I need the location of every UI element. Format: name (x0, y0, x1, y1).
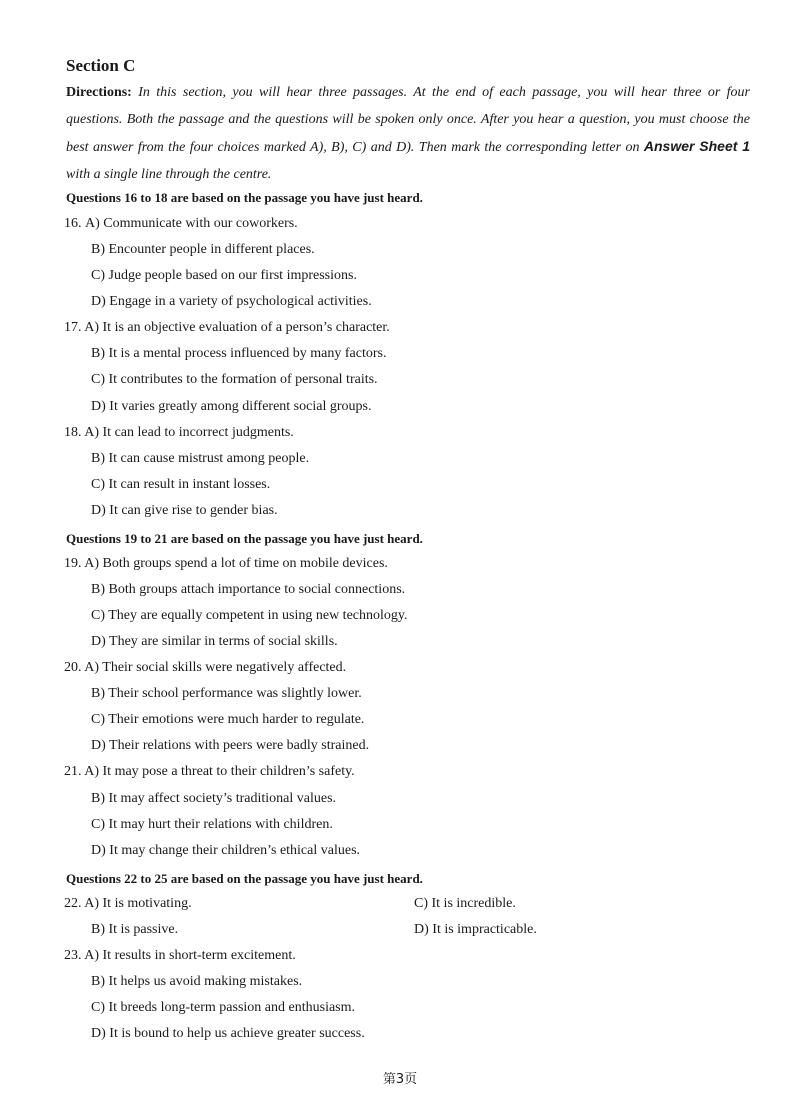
option-letter: A) (85, 216, 100, 231)
option-letter: D) (414, 922, 429, 937)
option-letter: D) (91, 1026, 106, 1041)
option-text: It helps us avoid making mistakes. (108, 974, 303, 989)
option-text: It is incredible. (431, 896, 516, 911)
question-17 (64, 320, 390, 336)
option-line (91, 242, 315, 258)
question-number: 21. (64, 764, 82, 779)
option-line (91, 582, 405, 598)
question-18 (64, 425, 294, 441)
option-letter: B) (91, 974, 105, 989)
option-text: It is impracticable. (432, 922, 537, 937)
option-letter: B) (91, 346, 105, 361)
option-letter: D) (91, 399, 106, 414)
option-text: It varies greatly among different social groups. (109, 399, 372, 414)
option-letter: D) (91, 294, 106, 309)
question-19 (64, 556, 388, 572)
option-letter: A) (84, 764, 100, 779)
option-letter: D) (91, 738, 106, 753)
option-text: They are equally competent in using new technology. (108, 608, 408, 623)
group-header: Questions 19 to 21 are based on the passage you have just heard. (66, 531, 423, 546)
question-number: 16. (64, 216, 82, 231)
option-letter: A) (84, 320, 100, 335)
question-20 (64, 660, 346, 676)
option-line (414, 896, 516, 912)
option-text: It is bound to help us achieve greater success. (109, 1026, 365, 1041)
answer-sheet-label: Answer Sheet 1 (643, 138, 750, 154)
option-text: It is an objective evaluation of a person’s character. (102, 320, 390, 335)
question-number: 23. (64, 948, 82, 963)
option-letter: B) (91, 686, 105, 701)
option-line (91, 974, 302, 990)
option-line (91, 922, 178, 938)
option-text: It may pose a threat to their children’s safety. (102, 764, 355, 779)
question-16 (64, 216, 298, 232)
option-text: Their relations with peers were badly strained. (109, 738, 370, 753)
group-header: Questions 22 to 25 are based on the passage you have just heard. (66, 871, 423, 886)
option-text: It results in short-term excitement. (102, 948, 296, 963)
question-number: 20. (64, 660, 82, 675)
option-line (91, 372, 378, 388)
option-text: It breeds long-term passion and enthusiasm. (108, 1000, 356, 1015)
option-text: Their social skills were negatively affected. (102, 660, 347, 675)
question-22 (64, 896, 192, 912)
option-line (91, 268, 357, 284)
option-line (91, 712, 364, 728)
option-line (91, 608, 407, 624)
option-text: Both groups spend a lot of time on mobile devices. (102, 556, 388, 571)
option-letter: C) (91, 477, 105, 492)
option-text: They are similar in terms of social skills. (109, 634, 338, 649)
option-line (91, 399, 371, 415)
option-line (91, 346, 386, 362)
option-text: Judge people based on our first impressions. (108, 268, 357, 283)
option-line (91, 843, 360, 859)
question-number: 19. (64, 556, 82, 571)
question-21 (64, 764, 355, 780)
directions-paragraph (66, 80, 750, 188)
option-text: Communicate with our coworkers. (103, 216, 298, 231)
option-text: It may change their children’s ethical values. (109, 843, 361, 858)
option-text: It can lead to incorrect judgments. (102, 425, 294, 440)
option-text: Their emotions were much harder to regulate. (108, 712, 365, 727)
option-line (91, 738, 369, 754)
option-letter: D) (91, 634, 106, 649)
option-line (414, 922, 537, 938)
option-letter: A) (84, 660, 100, 675)
section-title: Section C (66, 56, 136, 75)
option-line (91, 477, 270, 493)
option-letter: C) (91, 817, 105, 832)
question-23 (64, 948, 296, 964)
option-letter: B) (91, 451, 105, 466)
option-line (91, 817, 333, 833)
option-text: It contributes to the formation of personal traits. (108, 372, 378, 387)
option-text: It is passive. (108, 922, 179, 937)
option-line (91, 686, 362, 702)
option-line (91, 451, 309, 467)
option-letter: B) (91, 582, 105, 597)
option-letter: A) (84, 948, 100, 963)
option-letter: A) (84, 425, 100, 440)
option-text: Both groups attach importance to social connections. (108, 582, 406, 597)
option-letter: C) (91, 608, 105, 623)
question-number: 22. (64, 896, 82, 911)
option-line (91, 294, 372, 310)
option-letter: A) (84, 896, 100, 911)
option-text: Engage in a variety of psychological activities. (109, 294, 372, 309)
option-text: It may hurt their relations with children. (108, 817, 333, 832)
option-line (91, 1026, 365, 1042)
directions-lead: Directions: (66, 85, 132, 100)
question-number: 17. (64, 320, 82, 335)
group-header: Questions 16 to 18 are based on the passage you have just heard. (66, 190, 423, 205)
option-line (91, 634, 338, 650)
option-text: It is motivating. (102, 896, 192, 911)
option-text: It can cause mistrust among people. (108, 451, 310, 466)
option-letter: C) (414, 896, 428, 911)
option-letter: A) (84, 556, 100, 571)
option-line (91, 503, 278, 519)
directions-text: In this section, you will hear three passages. At the end of each passage, you will hear three or four questions. Both the passage and the questions will be spoken only once. After you hear a question, you must choose the best answer from the four choices marked A), B), C) and D). Then mark the corresponding letter on (66, 85, 750, 155)
option-letter: C) (91, 712, 105, 727)
option-text: Their school performance was slightly lower. (108, 686, 362, 701)
option-text: It can result in instant losses. (108, 477, 271, 492)
directions-text-end: with a single line through the centre. (66, 166, 272, 182)
option-letter: D) (91, 503, 106, 518)
option-letter: B) (91, 791, 105, 806)
option-letter: C) (91, 1000, 105, 1015)
option-line (91, 791, 336, 807)
option-text: Encounter people in different places. (108, 242, 315, 257)
option-text: It is a mental process influenced by many factors. (108, 346, 387, 361)
option-letter: B) (91, 242, 105, 257)
option-letter: B) (91, 922, 105, 937)
option-letter: D) (91, 843, 106, 858)
option-text: It may affect society’s traditional values. (108, 791, 337, 806)
page-number: 第3页 (382, 1072, 418, 1087)
question-number: 18. (64, 425, 82, 440)
option-line (91, 1000, 355, 1016)
option-letter: C) (91, 372, 105, 387)
option-text: It can give rise to gender bias. (109, 503, 278, 518)
option-letter: C) (91, 268, 105, 283)
